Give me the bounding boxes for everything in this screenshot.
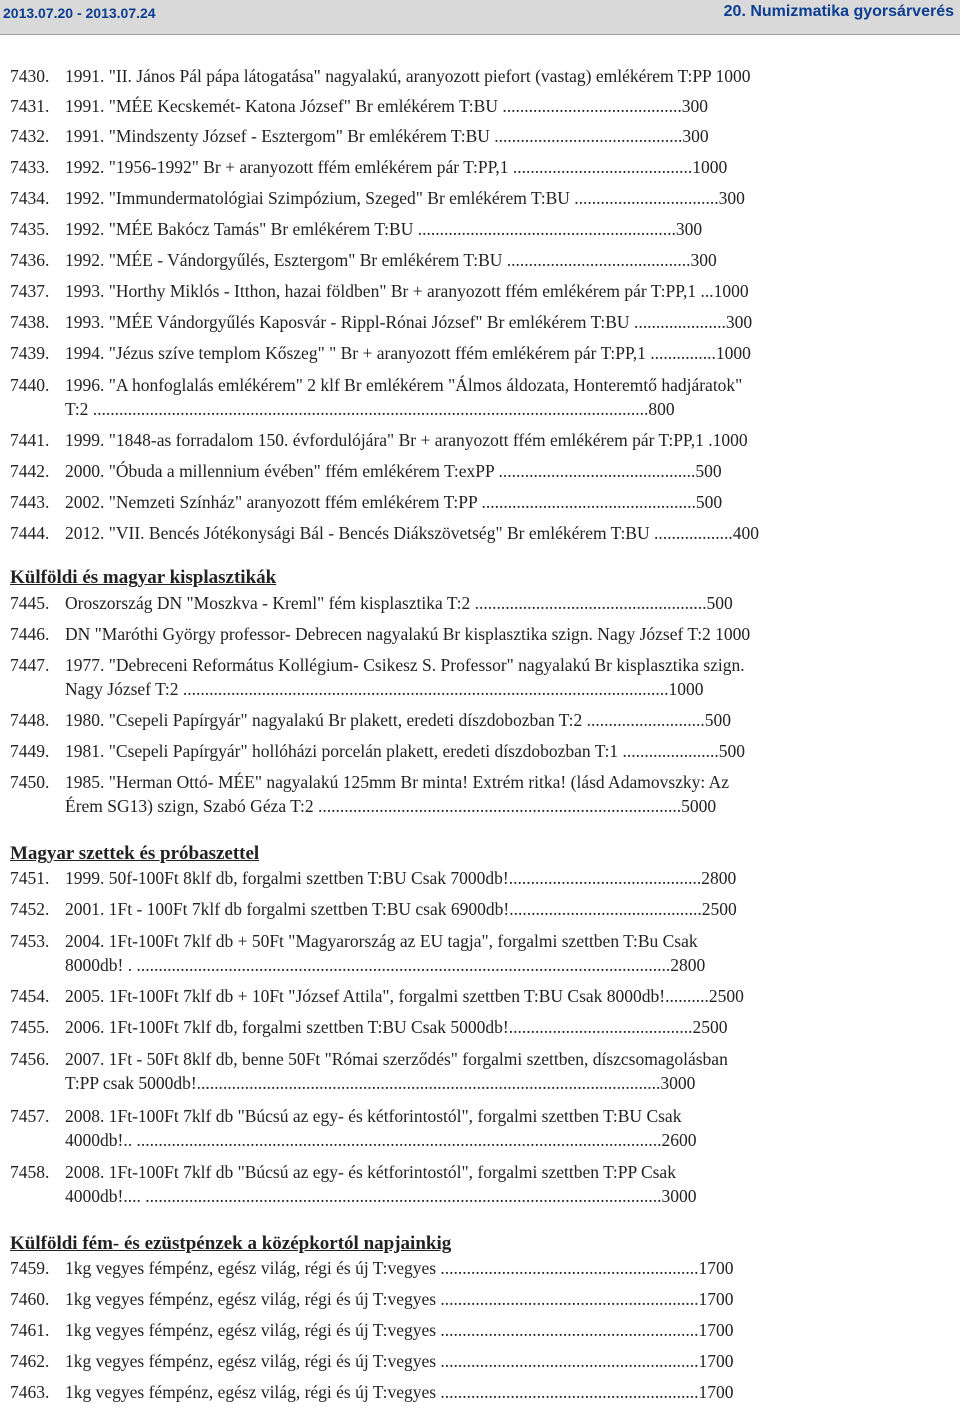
- lot-description: 1994. "Jézus szíve templom Kőszeg" " Br + aranyozott ffém emlékérem pár T:PP,1 ...............1000: [65, 343, 751, 363]
- lot-line: [10, 867, 910, 889]
- lot-description: 1985. "Herman Ottó- MÉE" nagyalakú 125mm Br minta! Extrém ritka! (lásd Adamovszky: Az: [65, 772, 730, 792]
- lot-number: 7445.: [10, 593, 50, 613]
- lot-line: [10, 429, 910, 451]
- lot-line: [10, 1319, 910, 1341]
- lot-number: 7453.: [10, 931, 50, 951]
- lot-line: [10, 985, 910, 1007]
- lot-number: 7462.: [10, 1351, 50, 1371]
- lot-number: 7431.: [10, 96, 50, 116]
- lot-description: 1992. "Immundermatológiai Szimpózium, Szeged" Br emlékérem T:BU .................................300: [65, 188, 745, 208]
- lot-line: [10, 1257, 910, 1279]
- lot-description: 2008. 1Ft-100Ft 7klf db "Búcsú az egy- és kétforintostól", forgalmi szettben T:PP Csak: [65, 1162, 676, 1182]
- lot-number: 7460.: [10, 1289, 50, 1309]
- lot-number: 7444.: [10, 523, 50, 543]
- lot-line: [10, 1105, 910, 1127]
- lot-number: 7454.: [10, 986, 50, 1006]
- lot-line: [10, 654, 910, 676]
- lot-line: [10, 623, 910, 645]
- section-heading: Magyar szettek és próbaszettel: [10, 843, 260, 864]
- lot-number: 7430.: [10, 66, 50, 86]
- lot-description: 1992. "1956-1992" Br + aranyozott ffém emlékérem pár T:PP,1 .........................................1000: [65, 157, 728, 177]
- lot-description: 1kg vegyes fémpénz, egész világ, régi és új T:vegyes ...........................................................1700: [65, 1382, 734, 1402]
- lot-line: [10, 771, 910, 793]
- lot-line: [10, 1185, 910, 1207]
- lot-description: 1993. "Horthy Miklós - Itthon, hazai földben" Br + aranyozott ffém emlékérem pár T:PP,1 ...1000: [65, 281, 749, 301]
- lot-line: [10, 678, 910, 700]
- lot-number: 7459.: [10, 1258, 50, 1278]
- lot-line: [10, 1350, 910, 1372]
- lot-description: 2012. "VII. Bencés Jótékonysági Bál - Bencés Diákszövetség" Br emlékérem T:BU ..................400: [65, 523, 759, 543]
- lot-line: [10, 592, 910, 614]
- lot-description: 4000db!.. ........................................................................................................................2600: [65, 1130, 697, 1150]
- lot-description: 1981. "Csepeli Papírgyár" hollóházi porcelán plakett, eredeti díszdobozban T:1 ......................500: [65, 741, 746, 761]
- lot-description: 1992. "MÉE - Vándorgyűlés, Esztergom" Br emlékérem T:BU ..........................................300: [65, 250, 717, 270]
- lot-line: [10, 1072, 910, 1094]
- lot-number: 7451.: [10, 868, 50, 888]
- header-title: 20. Numizmatika gyorsárverés: [723, 3, 954, 20]
- lot-description: DN "Maróthi György professor- Debrecen nagyalakú Br kisplasztika szign. Nagy József T:2 1000: [65, 624, 751, 644]
- lot-number: 7461.: [10, 1320, 50, 1340]
- lot-number: 7434.: [10, 188, 50, 208]
- lot-number: 7452.: [10, 899, 50, 919]
- lot-line: [10, 954, 910, 976]
- lot-description: 1977. "Debreceni Református Kollégium- Csikesz S. Professor" nagyalakú Br kisplasztika szign.: [65, 655, 745, 675]
- lot-description: 1991. "MÉE Kecskemét- Katona József" Br emlékérem T:BU .........................................300: [65, 96, 708, 116]
- lot-description: 2001. 1Ft - 100Ft 7klf db forgalmi szettben T:BU csak 6900db!............................................2500: [65, 899, 737, 919]
- lot-line: [10, 1048, 910, 1070]
- lot-line: [10, 491, 910, 513]
- lot-line: [10, 280, 910, 302]
- lot-description: 2004. 1Ft-100Ft 7klf db + 50Ft "Magyarország az EU tagja", forgalmi szettben T:Bu Csak: [65, 931, 698, 951]
- lot-description: 1999. "1848-as forradalom 150. évfordulójára" Br + aranyozott ffém emlékérem pár T:PP,1 .1000: [65, 430, 748, 450]
- lot-number: 7437.: [10, 281, 50, 301]
- page-header: [0, 0, 960, 35]
- section-heading: Külföldi fém- és ezüstpénzek a középkortól napjainkig: [10, 1233, 452, 1254]
- lot-description: 2008. 1Ft-100Ft 7klf db "Búcsú az egy- és kétforintostól", forgalmi szettben T:BU Csak: [65, 1106, 682, 1126]
- lot-description: 1991. "Mindszenty József - Esztergom" Br emlékérem T:BU ...........................................300: [65, 126, 709, 146]
- lot-description: 1996. "A honfoglalás emlékérem" 2 klf Br emlékérem "Álmos áldozata, Honteremtő hadjáratok": [65, 375, 743, 395]
- lot-line: [10, 460, 910, 482]
- lot-line: [10, 249, 910, 271]
- lot-description: 2002. "Nemzeti Színház" aranyozott ffém emlékérem T:PP .................................................500: [65, 492, 723, 512]
- lot-number: 7463.: [10, 1382, 50, 1402]
- lot-line: [10, 795, 910, 817]
- lot-description: 2007. 1Ft - 50Ft 8klf db, benne 50Ft "Római szerződés" forgalmi szettben, díszcsomagolásban: [65, 1049, 728, 1069]
- lot-line: [10, 95, 910, 117]
- lot-number: 7456.: [10, 1049, 50, 1069]
- lot-number: 7446.: [10, 624, 50, 644]
- lot-number: 7450.: [10, 772, 50, 792]
- lot-number: 7458.: [10, 1162, 50, 1182]
- lot-line: [10, 398, 910, 420]
- lot-line: [10, 125, 910, 147]
- lot-description: T:PP csak 5000db!..........................................................................................................3000: [65, 1073, 696, 1093]
- lot-line: [10, 218, 910, 240]
- lot-number: 7457.: [10, 1106, 50, 1126]
- lot-description: 1kg vegyes fémpénz, egész világ, régi és új T:vegyes ...........................................................1700: [65, 1351, 734, 1371]
- lot-line: [10, 1381, 910, 1403]
- lot-description: Nagy József T:2 ...............................................................................................................1000: [65, 679, 704, 699]
- lot-description: 8000db! . ..........................................................................................................................2800: [65, 955, 706, 975]
- lot-line: [10, 374, 910, 396]
- lot-description: 1991. "II. János Pál pápa látogatása" nagyalakú, aranyozott piefort (vastag) emlékérem T:PP 1000: [65, 66, 751, 86]
- lot-description: 4000db!.... ......................................................................................................................3000: [65, 1186, 697, 1206]
- lot-number: 7448.: [10, 710, 50, 730]
- lot-number: 7440.: [10, 375, 50, 395]
- lot-line: [10, 1129, 910, 1151]
- lot-line: [10, 1016, 910, 1038]
- lot-number: 7436.: [10, 250, 50, 270]
- lot-line: [10, 740, 910, 762]
- lot-number: 7443.: [10, 492, 50, 512]
- lot-number: 7442.: [10, 461, 50, 481]
- lot-line: [10, 898, 910, 920]
- lot-number: 7433.: [10, 157, 50, 177]
- lot-line: [10, 187, 910, 209]
- lot-description: 1980. "Csepeli Papírgyár" nagyalakú Br plakett, eredeti díszdobozban T:2 ...........................500: [65, 710, 731, 730]
- lot-line: [10, 156, 910, 178]
- lot-description: 2005. 1Ft-100Ft 7klf db + 10Ft "József Attila", forgalmi szettben T:BU Csak 8000db!..........2500: [65, 986, 744, 1006]
- lot-description: 1kg vegyes fémpénz, egész világ, régi és új T:vegyes ...........................................................1700: [65, 1320, 734, 1340]
- lot-description: 2006. 1Ft-100Ft 7klf db, forgalmi szettben T:BU Csak 5000db!..........................................2500: [65, 1017, 728, 1037]
- lot-line: [10, 1288, 910, 1310]
- lot-number: 7449.: [10, 741, 50, 761]
- lot-number: 7432.: [10, 126, 50, 146]
- lot-description: 1993. "MÉE Vándorgyűlés Kaposvár - Rippl-Rónai József" Br emlékérem T:BU .....................300: [65, 312, 753, 332]
- lot-number: 7441.: [10, 430, 50, 450]
- lot-number: 7447.: [10, 655, 50, 675]
- lot-description: 1kg vegyes fémpénz, egész világ, régi és új T:vegyes ...........................................................1700: [65, 1289, 734, 1309]
- lot-description: 1999. 50f-100Ft 8klf db, forgalmi szettben T:BU Csak 7000db!............................................2800: [65, 868, 737, 888]
- lot-number: 7435.: [10, 219, 50, 239]
- lot-line: [10, 342, 910, 364]
- header-dates: 2013.07.20 - 2013.07.24: [3, 5, 156, 21]
- lot-number: 7439.: [10, 343, 50, 363]
- lot-line: [10, 930, 910, 952]
- lot-description: 2000. "Óbuda a millennium évében" ffém emlékérem T:exPP .............................................500: [65, 461, 722, 481]
- lot-description: 1992. "MÉE Bakócz Tamás" Br emlékérem T:BU ...........................................................300: [65, 219, 703, 239]
- lot-description: Oroszország DN "Moszkva - Kreml" fém kisplasztika T:2 .....................................................500: [65, 593, 733, 613]
- lot-line: [10, 522, 910, 544]
- lot-line: [10, 65, 910, 87]
- lot-description: T:2 ...............................................................................................................................800: [65, 399, 675, 419]
- section-heading: Külföldi és magyar kisplasztikák: [10, 567, 277, 588]
- lot-description: Érem SG13) szign, Szabó Géza T:2 ...................................................................................5000: [65, 796, 717, 816]
- lot-number: 7455.: [10, 1017, 50, 1037]
- lot-number: 7438.: [10, 312, 50, 332]
- lot-line: [10, 709, 910, 731]
- lot-line: [10, 1161, 910, 1183]
- lot-description: 1kg vegyes fémpénz, egész világ, régi és új T:vegyes ...........................................................1700: [65, 1258, 734, 1278]
- lot-line: [10, 311, 910, 333]
